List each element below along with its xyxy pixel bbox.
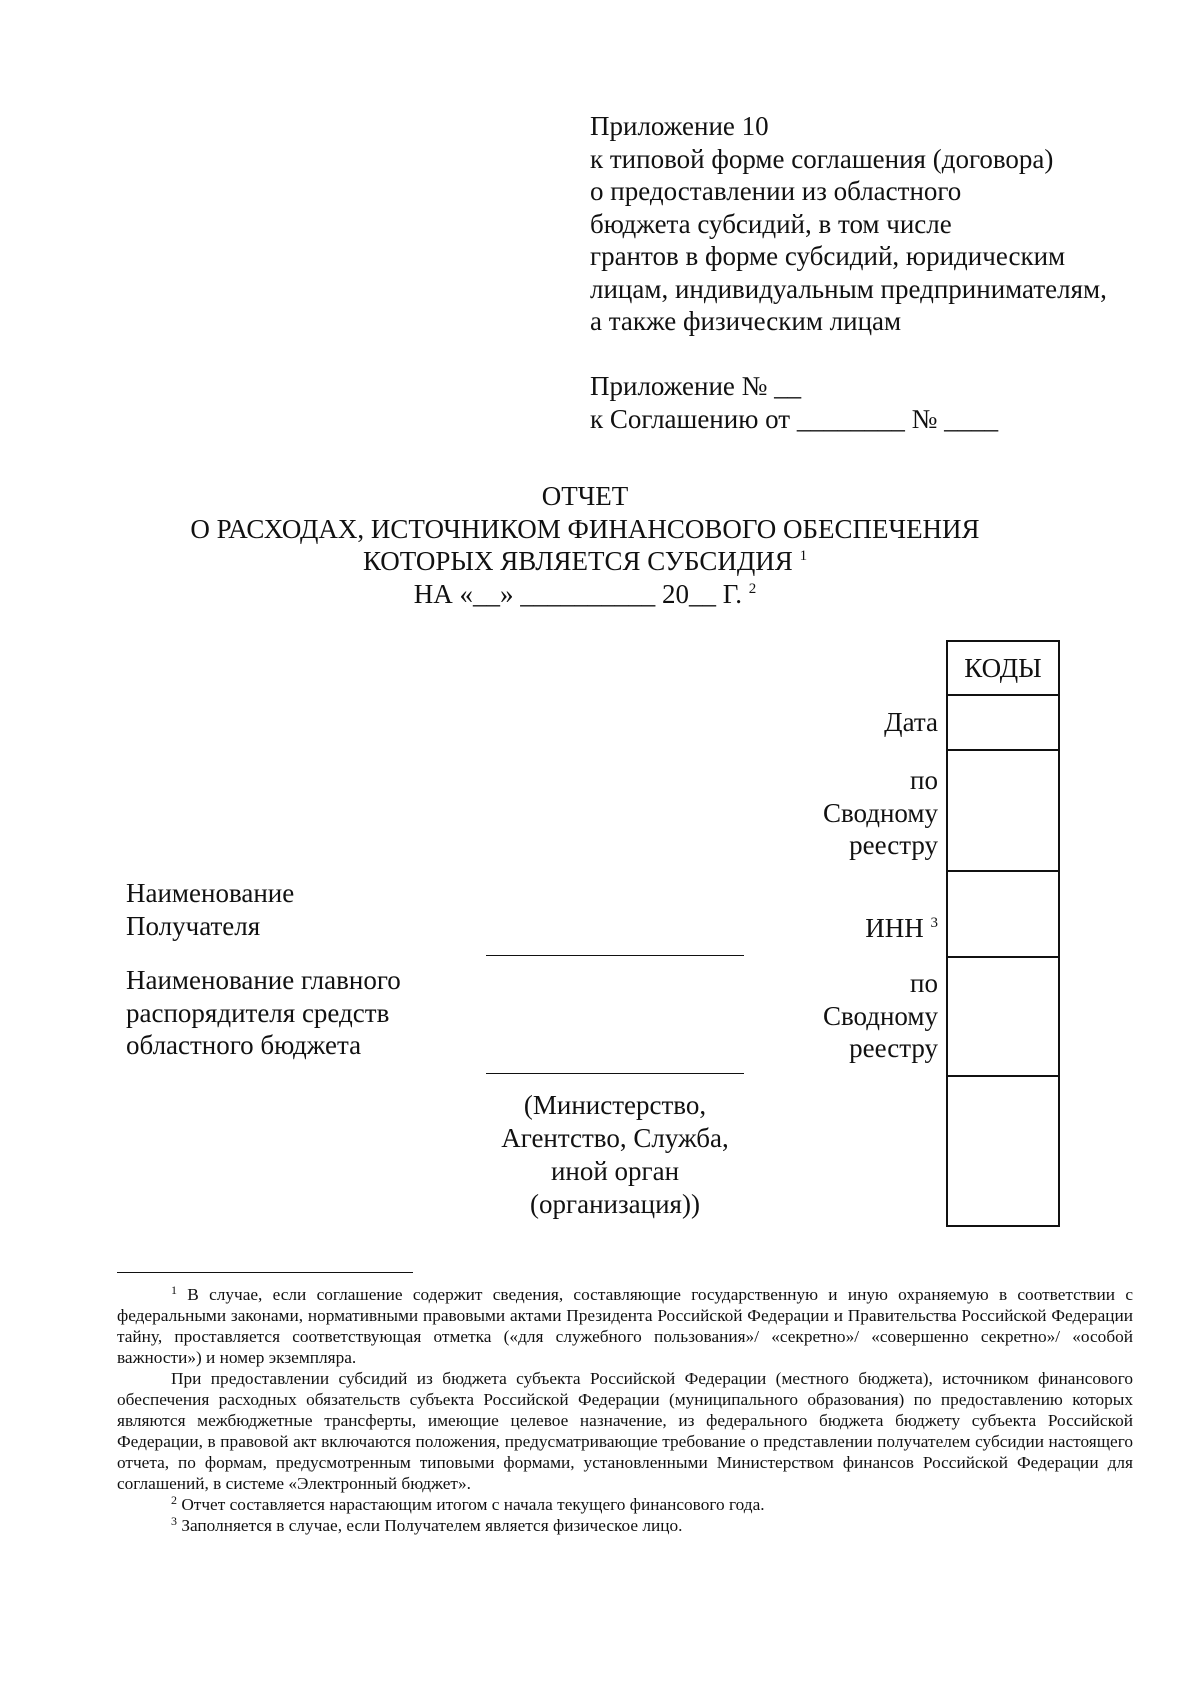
footnote-ref: 3 <box>930 915 938 931</box>
annex-reference <box>590 370 998 435</box>
footnote-3: $^3$ Заполняется в случае, если Получателем является физическое лицо. <box>171 1514 683 1535</box>
recipient-name-line[interactable] <box>486 955 744 956</box>
footnote-1: $^1$ В случае, если соглашение содержит сведения, составляющие государственную и иную охраняемую в соответствии с федеральными законами, нормативными правовыми актами Президента Российской Федерации и Правительства Российской Федерации тайну, проставляется соответствующая отметка («для служебного пользования»/ «секретно»/ «совершенно секретно»/ «особой важности») и номер экземпляра. <box>117 1283 1133 1367</box>
appendix-line: бюджета субсидий, в том числе <box>590 208 952 239</box>
appendix-line: лицам, индивидуальным предпринимателям, <box>590 273 1107 304</box>
report-title <box>150 480 1020 610</box>
appendix-line: о предоставлении из областного <box>590 176 962 206</box>
appendix-line: к типовой форме соглашения (договора) <box>590 143 1054 174</box>
manager-registry-label: по Сводному реестру <box>822 968 938 1063</box>
title-text: КОТОРЫХ ЯВЛЯЕТСЯ СУБСИДИЯ <box>362 546 793 576</box>
appendix-line: грантов в форме субсидий, юридическим <box>590 241 1066 271</box>
annex-agreement: к Соглашению от ________ № ____ <box>590 403 999 434</box>
appendix-line: Приложение 10 <box>590 111 769 141</box>
appendix-heading <box>590 110 1107 338</box>
org-hint: (Министерство, Агентство, Служба, иной орган (организация)) <box>501 1090 729 1219</box>
footnotes <box>117 1284 1133 1536</box>
manager-registry-code-cell[interactable] <box>947 957 1059 1076</box>
footnote-divider <box>117 1272 413 1273</box>
footnote-ref: 2 <box>748 580 757 597</box>
appendix-line: а также физическим лицам <box>590 306 902 336</box>
title-line: О РАСХОДАХ, ИСТОЧНИКОМ ФИНАНСОВОГО ОБЕСПЕЧЕНИЯ <box>190 513 980 544</box>
footnote-2: $^2$ Отчет составляется нарастающим итогом с начала текущего финансового года. <box>171 1493 765 1514</box>
title-line <box>150 578 1020 611</box>
title-date: НА «__» __________ 20__ Г. <box>413 578 743 609</box>
title-line: ОТЧЕТ <box>541 481 629 511</box>
footnote-ref: 1 <box>799 548 808 564</box>
title-line <box>150 545 1020 578</box>
footnote-1-continued: При предоставлении субсидий из бюджета субъекта Российской Федерации (местного бюджета), источником финансового обеспечения расходных обязательств субъекта Российской Федерации (муниципального образования) по предоставлению которых являются межбюджетные трансферты, имеющие целевое назначение, из федерального бюджета бюджету субъекта Российской Федерации, в правовой акт включаются положения, предусматривающие требование о представлении получателем субсидии настоящего отчета, по формам, предусмотренным типовыми формами, установленными Министерством финансов Российской Федерации для соглашений, в системе «Электронный бюджет». <box>117 1369 1133 1493</box>
date-label: Дата <box>884 707 938 737</box>
codes-header: КОДЫ <box>947 641 1059 695</box>
registry-label: по Сводному реестру <box>822 765 938 860</box>
recipient-label: Наименование Получателя <box>126 878 295 941</box>
registry-code-cell[interactable] <box>947 750 1059 871</box>
manager-name-line[interactable] <box>486 1073 744 1074</box>
empty-code-cell[interactable] <box>947 1076 1059 1226</box>
inn-label: ИНН $^3$ <box>865 913 938 943</box>
date-code-cell[interactable] <box>947 695 1059 750</box>
manager-label: Наименование главного распорядителя средств областного бюджета <box>126 965 401 1060</box>
annex-number: Приложение № __ <box>590 371 802 401</box>
codes-table <box>946 640 1060 1227</box>
inn-code-cell[interactable] <box>947 871 1059 957</box>
